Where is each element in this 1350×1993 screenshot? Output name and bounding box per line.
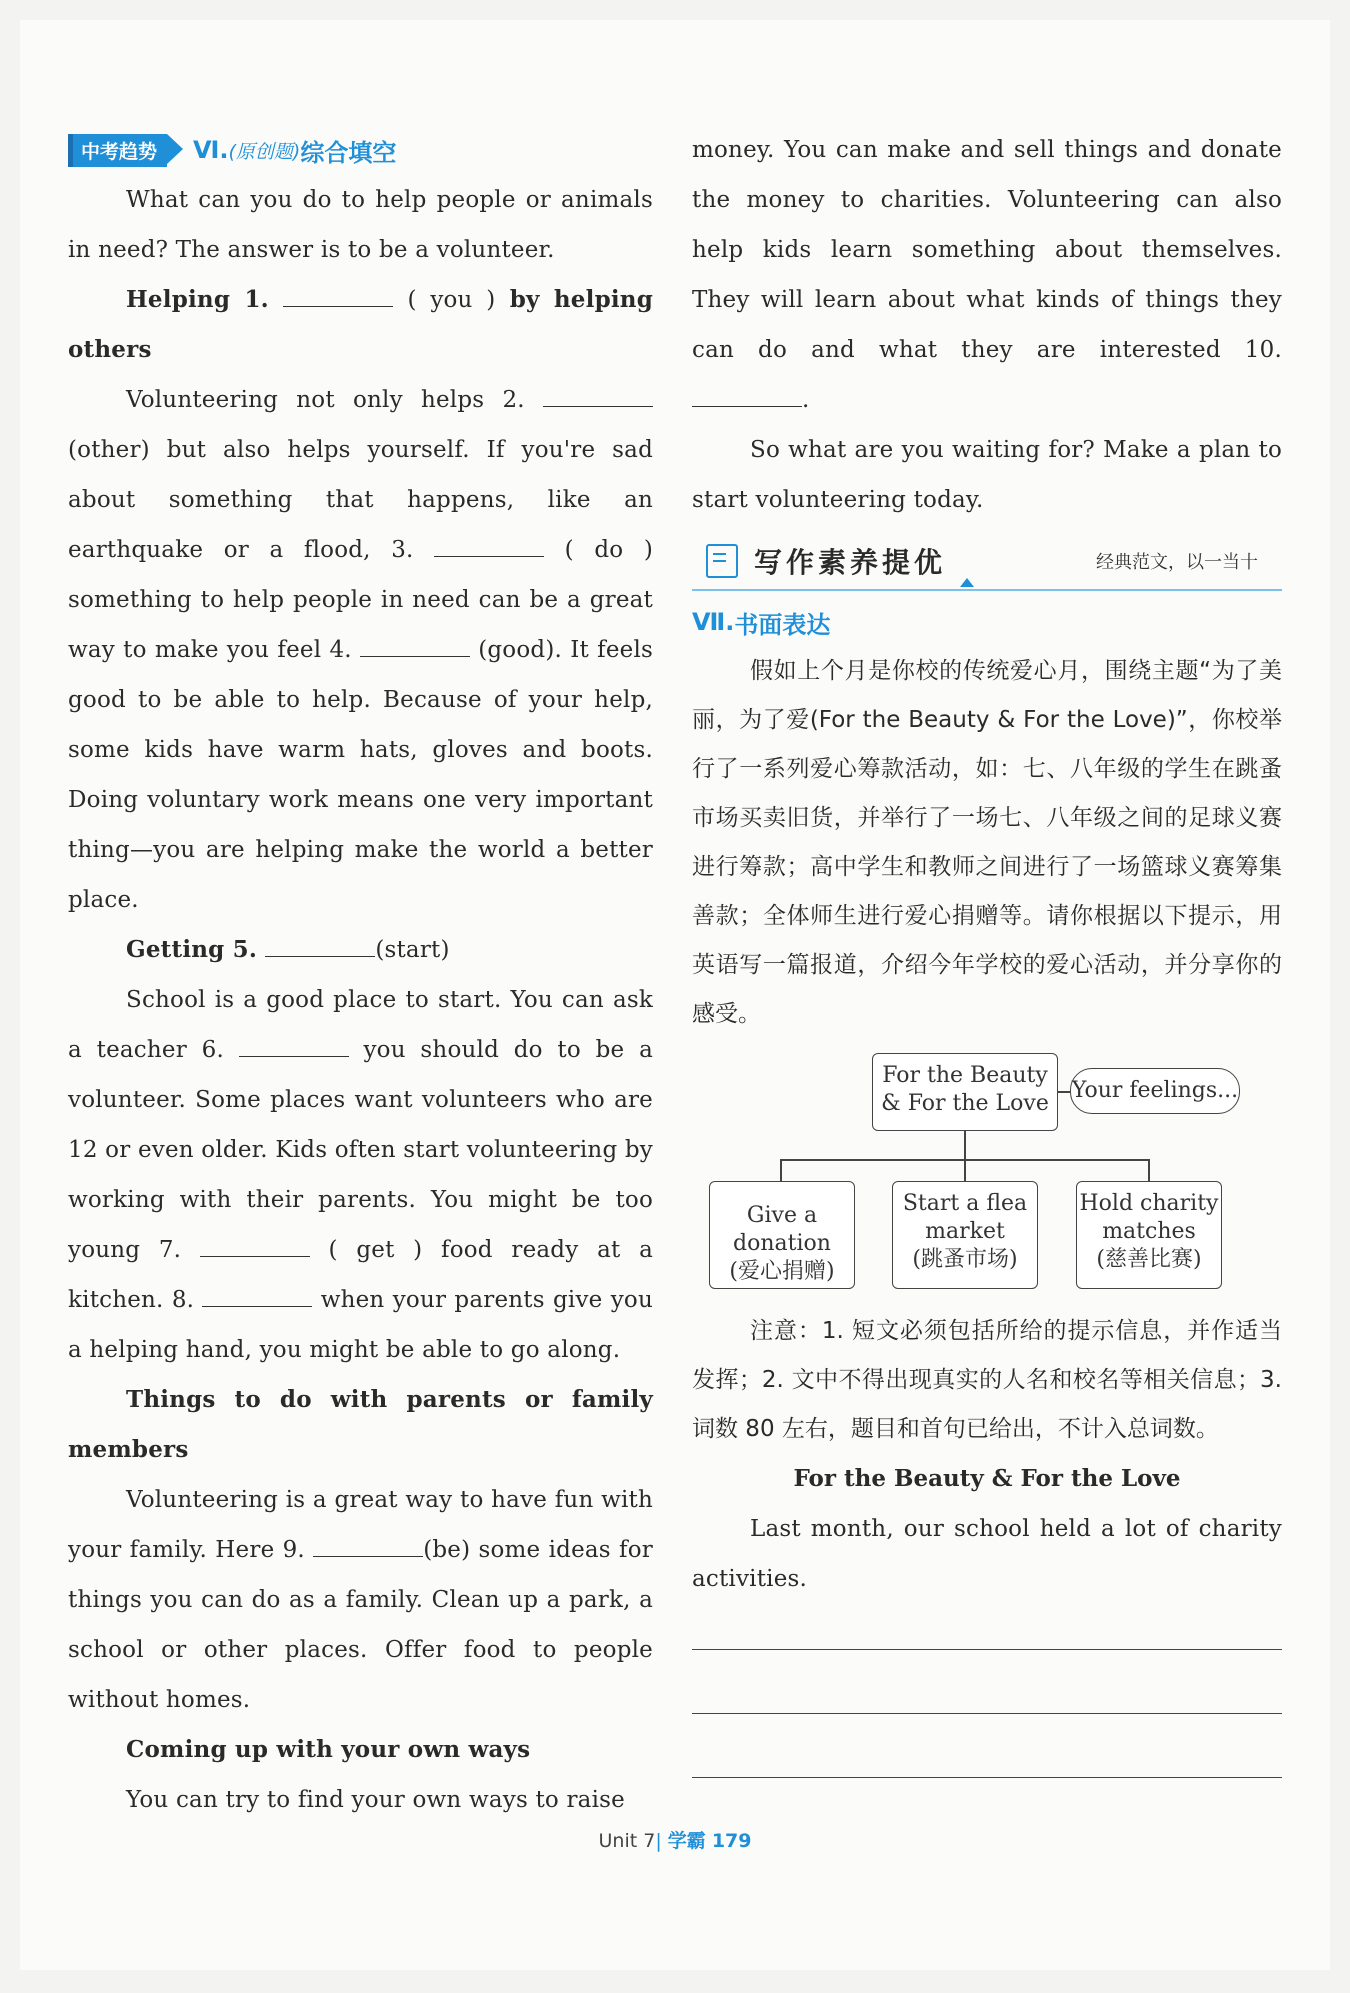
paragraph-1: Volunteering not only helps 2. (other) but also helps yourself. If you're sad about something that happens, like an earthquake or a flood, 3. ( do ) something to help people in need can be a great way to make you feel 4. (good). It feels good to be able to help. Because of your help, some kids have warm hats, gloves and boots. Doing voluntary work means one very important thing—you are helping make the world a better place. xyxy=(68,375,653,925)
essay-title: For the Beauty & For the Love xyxy=(793,1465,1181,1492)
blank-8[interactable] xyxy=(202,1284,312,1307)
section-7-heading xyxy=(692,597,1282,647)
blank-4[interactable] xyxy=(360,634,470,657)
blank-5[interactable] xyxy=(265,934,375,957)
mind-map-donation: Give a donation (爱心捐赠) xyxy=(709,1181,855,1289)
blank-3[interactable] xyxy=(434,534,544,557)
writing-prompt: 假如上个月是你校的传统爱心月，围绕主题“为了美丽，为了爱(For the Beauty & For the Love)”，你校举行了一系列爱心筹款活动，如：七、八年级的学生在跳蚤市场买卖旧货，并举行了一场七、八年级之间的足球义赛进行筹款；高中学生和教师之间进行了一场篮球义赛筹集善款；全体师生进行爱心捐赠等。请你根据以下提示，用英语写一篇报道，介绍今年学校的爱心活动，并分享你的感受。 xyxy=(692,658,1282,1027)
subheading-coming-up: Coming up with your own ways xyxy=(126,1736,531,1763)
banner-title: 写作素养提优 xyxy=(754,546,947,579)
triangle-icon xyxy=(960,578,974,587)
section-number: Ⅵ. xyxy=(193,136,229,164)
paragraph-4-continued: money. You can make and sell things and donate the money to charities. Volunteering can also help kids learn something about themselves. They will learn about what kinds of things they can do and what they are interested 10. . xyxy=(692,137,1282,413)
section-number: Ⅶ. xyxy=(692,608,735,636)
section-title: 书面表达 xyxy=(734,610,831,639)
connector xyxy=(780,1159,782,1181)
footer-brand: 学霸 xyxy=(667,1830,706,1852)
connector xyxy=(1058,1091,1070,1093)
page-footer: Unit 7| 学霸 179 xyxy=(598,1830,752,1852)
mind-map-feelings: Your feelings... xyxy=(1070,1068,1240,1114)
essay-opening: Last month, our school held a lot of charity activities. xyxy=(692,1516,1282,1592)
paragraph-5: So what are you waiting for? Make a plan to start volunteering today. xyxy=(692,437,1282,513)
blank-1[interactable] xyxy=(283,284,393,307)
blank-6[interactable] xyxy=(239,1034,349,1057)
connector xyxy=(964,1131,966,1159)
subheading-helping: Helping 1. ( you ) by helping others xyxy=(68,286,653,363)
footer-unit: Unit 7 xyxy=(598,1830,656,1852)
subheading-getting: Getting 5. (start) xyxy=(126,936,450,963)
section-6-heading xyxy=(68,125,653,175)
exam-trend-tag: 中考趋势 xyxy=(68,134,167,167)
paragraph-4: You can try to find your own ways to raise xyxy=(126,1787,625,1813)
section-sub: (原创题) xyxy=(228,140,301,163)
left-column xyxy=(68,125,653,1825)
banner-subtitle: 经典范文，以一当十 xyxy=(1096,552,1258,573)
blank-7[interactable] xyxy=(200,1234,310,1257)
note-icon xyxy=(706,544,738,578)
writing-banner xyxy=(692,533,1282,591)
connector xyxy=(1148,1159,1150,1181)
paragraph-2: School is a good place to start. You can ask a teacher 6. you should do to be a volunteer. Some places want volunteers who are 12 or even older. Kids often start volunteering by working with their parents. You might be too young 7. ( get ) food ready at a kitchen. 8. when your parents give you a helping hand, you might be able to go along. xyxy=(68,987,654,1363)
mind-map-root: For the Beauty & For the Love xyxy=(872,1053,1058,1131)
intro-paragraph: What can you do to help people or animals in need? The answer is to be a volunteer. xyxy=(68,187,653,263)
subheading-things: Things to do with parents or family members xyxy=(68,1386,653,1463)
section-title: 综合填空 xyxy=(300,138,397,167)
writing-notes: 注意：1. 短文必须包括所给的提示信息，并作适当发挥；2. 文中不得出现真实的人名和校名等相关信息；3. 词数 80 左右，题目和首句已给出，不计入总词数。 xyxy=(692,1318,1282,1442)
connector xyxy=(964,1159,966,1181)
paragraph-3: Volunteering is a great way to have fun with your family. Here 9. (be) some ideas for things you can do as a family. Clean up a park, a school or other places. Offer food to people without homes. xyxy=(68,1487,653,1713)
writing-line[interactable] xyxy=(692,1776,1282,1778)
blank-9[interactable] xyxy=(313,1534,423,1557)
blank-10[interactable] xyxy=(692,384,802,407)
blank-2[interactable] xyxy=(543,384,653,407)
right-column xyxy=(692,125,1282,1778)
mind-map xyxy=(692,1043,1282,1303)
page-number: 179 xyxy=(711,1830,752,1852)
mind-map-charity-matches: Hold charity matches (慈善比赛) xyxy=(1076,1181,1222,1289)
mind-map-flea-market: Start a flea market (跳蚤市场) xyxy=(892,1181,1038,1289)
